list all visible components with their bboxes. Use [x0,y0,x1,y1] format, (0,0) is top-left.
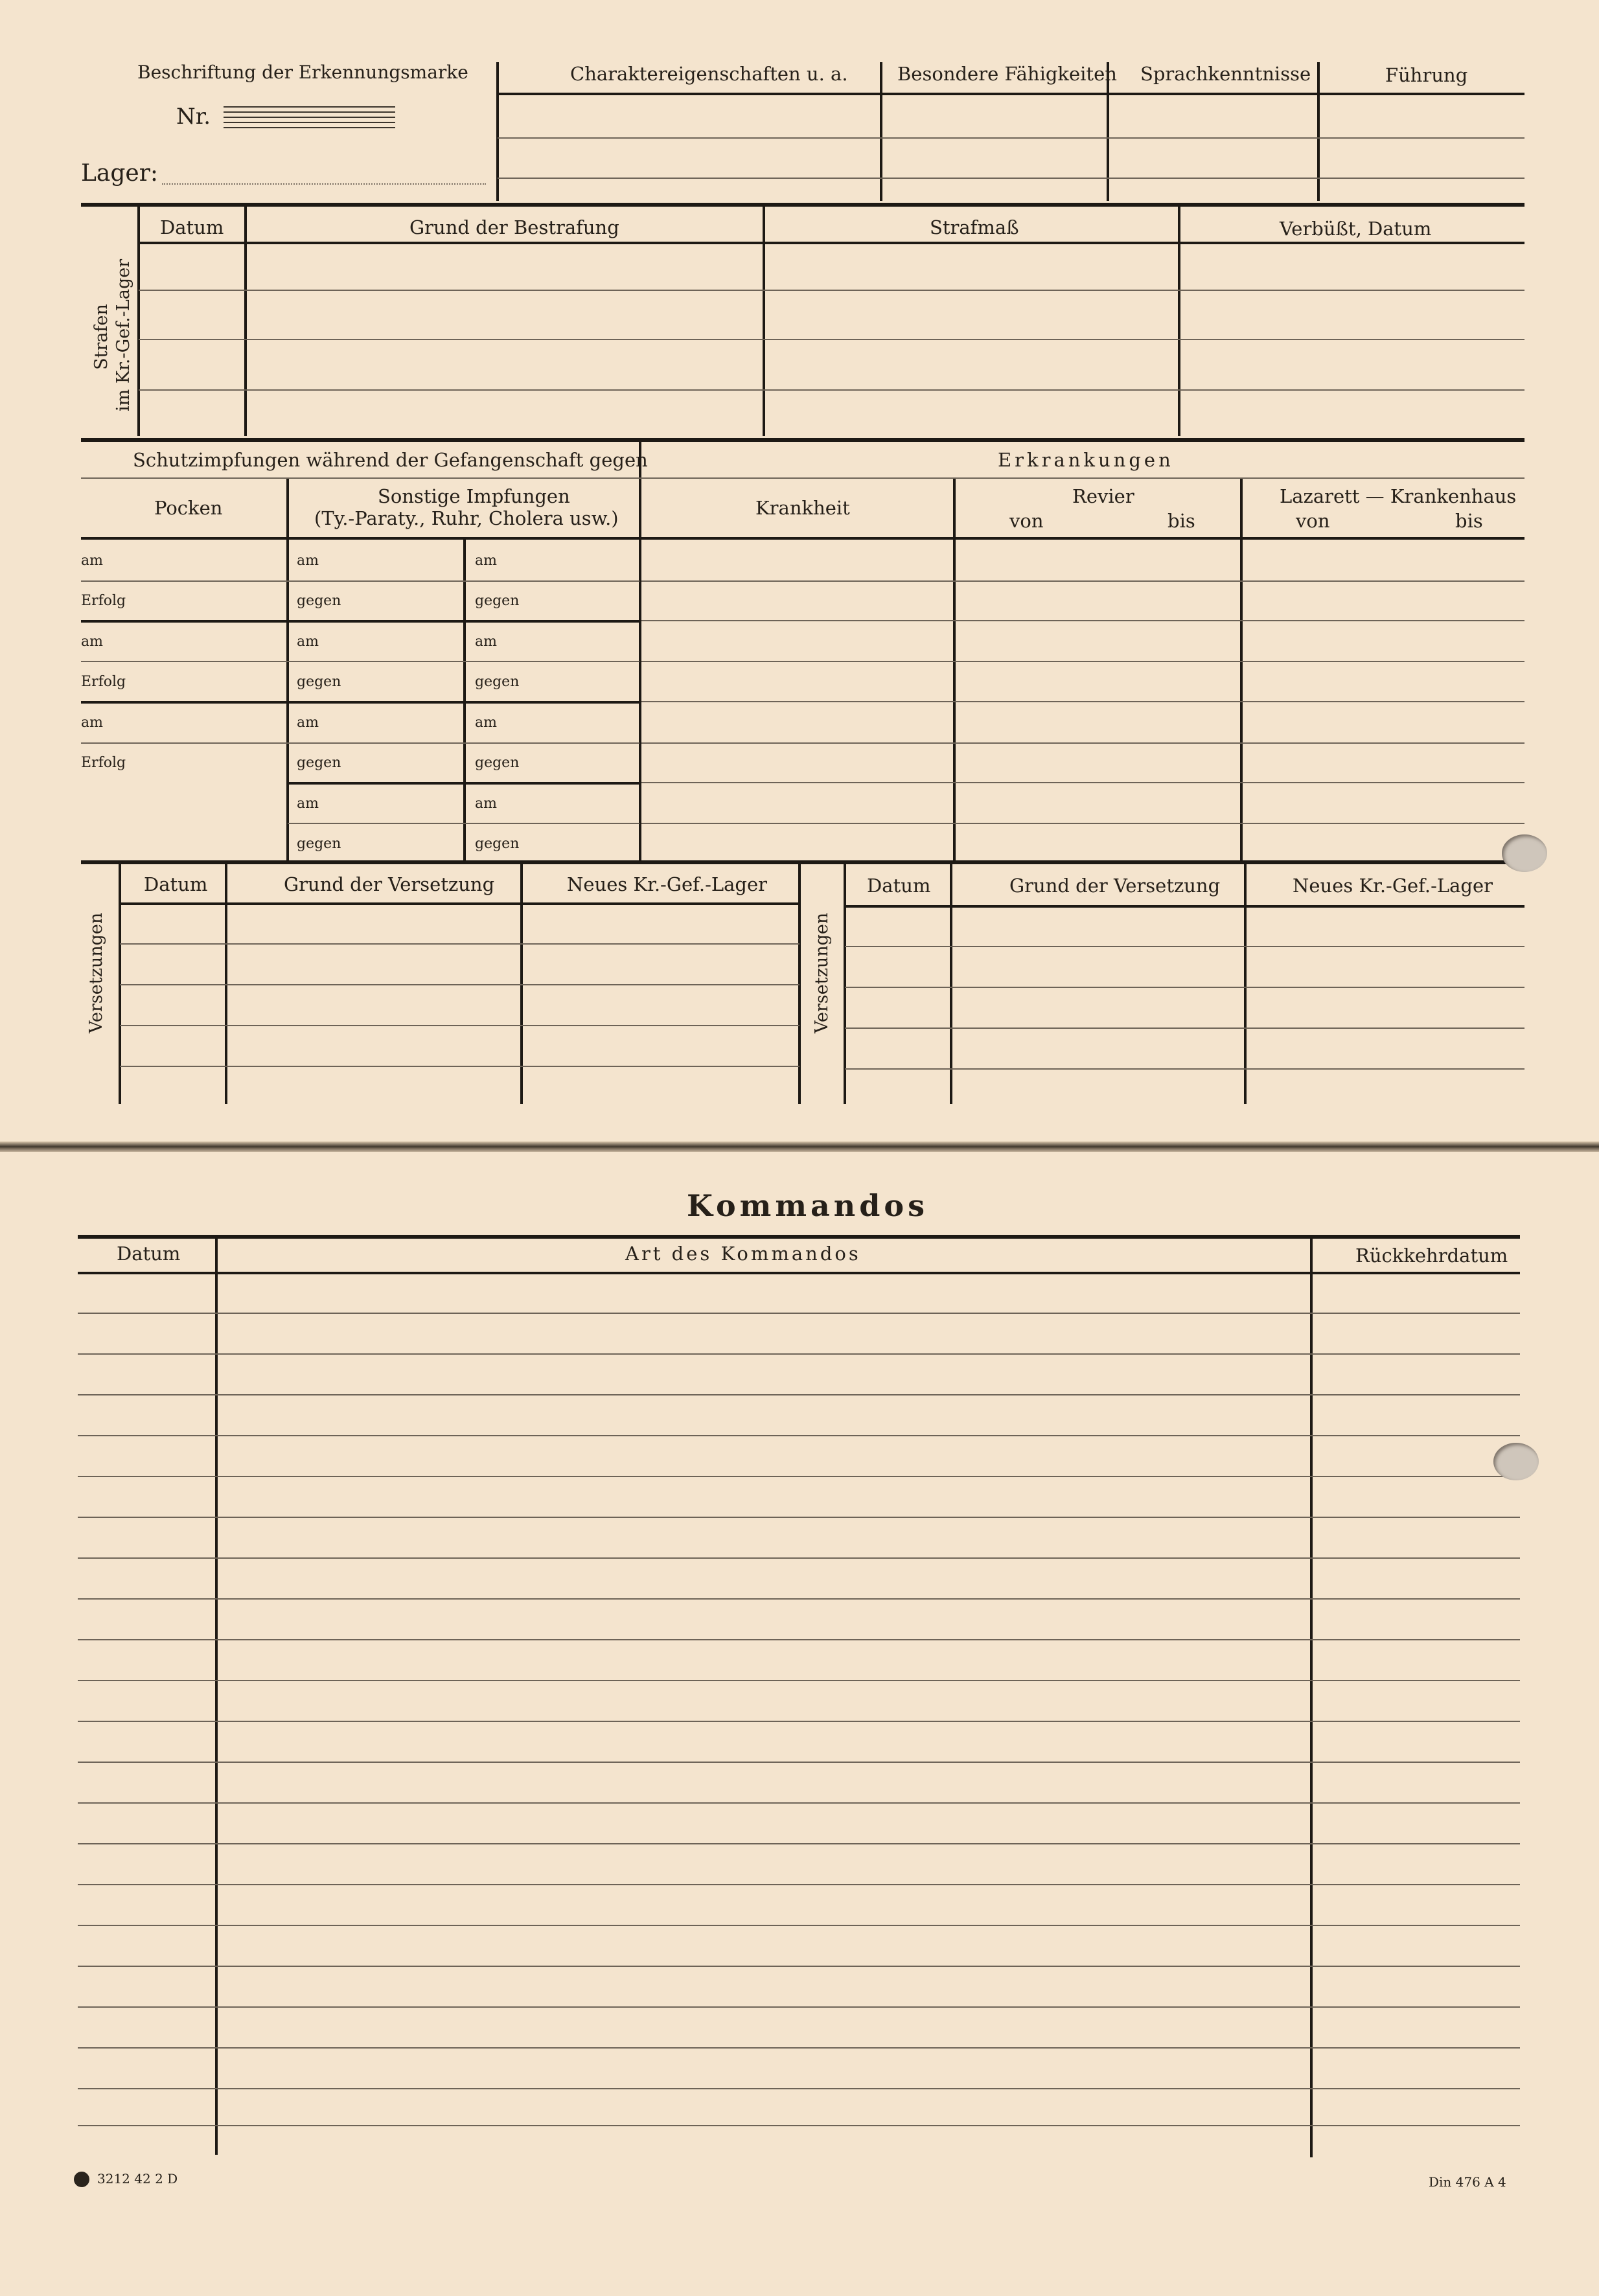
row-line [78,1925,1520,1926]
row-line [78,1517,1520,1518]
row-line [78,1435,1520,1436]
impfung-gegen: gegen [475,836,520,852]
row-line [78,1557,1520,1559]
impfung-gegen: gegen [475,674,520,690]
row-line [78,1762,1520,1763]
section-rule [81,203,1524,207]
punch-hole [1502,834,1547,872]
impfung-gegen: gegen [297,755,341,771]
col-rule [244,206,247,436]
revier-von: von [1009,510,1044,532]
row-line [78,1802,1520,1804]
row-line [78,1966,1520,1967]
group-rule [288,782,639,785]
sonstige-label: Sonstige Impfungen [378,485,570,507]
vers-right-datum: Datum [867,875,931,897]
row-line [845,1068,1524,1070]
revier-bis: bis [1168,510,1195,532]
col-rule [496,62,499,201]
sonstige-sublabel: (Ty.-Paraty., Ruhr, Cholera usw.) [314,507,619,529]
lager-label: Lager: [81,160,159,187]
impfung-am: am [297,634,319,650]
col-rule [639,441,641,862]
impfung-gegen: gegen [297,593,341,609]
col-rule [215,1237,218,2155]
header-rule [139,242,1524,244]
impfung-am: am [475,796,497,812]
header-fuehrung: Führung [1385,64,1468,86]
group-rule [81,701,639,704]
group-rule [81,620,639,623]
row-line [81,661,639,662]
impfung-gegen: gegen [297,674,341,690]
erkrankungen-title: Erkrankungen [998,449,1174,471]
impfung-gegen: gegen [475,755,520,771]
row-line [120,984,800,985]
row-line [78,1884,1520,1885]
vers-left-datum: Datum [144,873,208,895]
col-rule [763,206,765,436]
header-rule [78,1272,1520,1274]
row-line [78,1721,1520,1722]
row-line [120,1066,800,1067]
col-rule [880,62,882,201]
impfung-am: am [475,715,497,731]
nr-field[interactable] [224,104,395,130]
row-line [845,946,1524,947]
row-line [78,1680,1520,1681]
row-line [139,339,1524,340]
versetzungen-side-label-left: Versetzungen [86,912,106,1033]
header-faehigkeiten: Besondere Fähigkeiten [897,63,1117,85]
impfung-am: am [475,553,497,569]
kommandos-title: Kommandos [687,1188,928,1223]
strafen-verbuesst: Verbüßt, Datum [1280,218,1432,240]
row-line [78,2047,1520,2049]
upper-form-page [0,0,1599,1143]
lazarett-label: Lazarett — Krankenhaus [1280,485,1517,507]
lager-field[interactable] [162,183,486,185]
row-line [845,1027,1524,1029]
impfung-am: am [297,796,319,812]
row-line [78,1639,1520,1640]
row-line [641,580,1524,582]
row-line [78,1476,1520,1477]
kommandos-art: Art des Kommandos [625,1243,861,1265]
row-line [81,580,639,582]
lazarett-bis: bis [1455,510,1483,532]
strafen-strafmass: Strafmaß [930,216,1019,238]
row-line [120,943,800,945]
header-rule [845,905,1524,908]
row-line [139,290,1524,291]
row-line [139,389,1524,391]
krankheit-label: Krankheit [755,497,850,519]
impfungen-title: Schutzimpfungen während der Gefangenschaft gegen [133,449,648,471]
section-rule [81,438,1524,442]
impfung-gegen: gegen [475,593,520,609]
kommandos-page [0,1152,1599,2296]
punch-hole [1493,1443,1539,1480]
tag-label: Beschriftung der Erkennungsmarke [137,62,468,83]
col-rule [1310,1237,1313,2157]
header-charakter: Charaktereigenschaften u. a. [570,63,848,85]
col-rule [137,206,140,436]
pocken-am: am [81,553,103,569]
row-line [78,2125,1520,2126]
pocken-am: am [81,715,103,731]
row-line [845,987,1524,988]
col-rule [1178,206,1180,436]
row-line [78,2088,1520,2089]
col-rule [953,479,956,862]
vers-left-grund: Grund der Versetzung [284,873,495,895]
row-line [81,742,639,744]
row-line [78,1598,1520,1600]
section-rule [81,860,1524,864]
strafen-datum: Datum [160,216,224,238]
pocken-label: Pocken [154,497,223,519]
vers-left-lager: Neues Kr.-Gef.-Lager [567,873,768,895]
strafen-grund: Grund der Bestrafung [409,216,619,238]
row-line [641,701,1524,702]
row-line [78,1394,1520,1395]
row-line [641,823,1524,824]
form-number: 3212 42 2 D [97,2171,178,2187]
row-line [641,661,1524,662]
pocken-am: am [81,634,103,650]
header-sprachkenntnisse: Sprachkenntnisse [1140,63,1311,85]
row-line [78,2006,1520,2008]
col-rule [286,479,289,862]
row-line [498,137,1524,139]
revier-label: Revier [1072,485,1134,507]
pocken-erfolg: Erfolg [81,755,126,771]
row-line [498,178,1524,179]
section-rule [78,1235,1520,1239]
kommandos-rueckkehr: Rückkehrdatum [1355,1245,1508,1267]
lazarett-von: von [1296,510,1330,532]
col-rule [1240,479,1243,862]
din-label: Din 476 A 4 [1429,2174,1506,2190]
row-line [120,1025,800,1026]
header-rule [81,537,1524,540]
row-line [78,1843,1520,1844]
publisher-mark-icon [74,2172,89,2187]
row-line [641,620,1524,621]
row-line [78,1353,1520,1355]
row-line [81,477,1524,479]
impfung-am: am [297,553,319,569]
row-line [641,782,1524,783]
impfung-am: am [297,715,319,731]
vers-right-grund: Grund der Versetzung [1009,875,1221,897]
row-line [641,742,1524,744]
vers-right-lager: Neues Kr.-Gef.-Lager [1293,875,1493,897]
versetzungen-side-label-right: Versetzungen [812,912,832,1033]
row-line [78,1313,1520,1314]
pocken-erfolg: Erfolg [81,674,126,690]
kommandos-datum: Datum [117,1243,181,1265]
strafen-side-label: Strafen im Kr.-Gef.-Lager [91,258,133,411]
col-rule [1317,62,1320,201]
header-rule [120,902,800,905]
nr-label: Nr. [176,104,211,130]
pocken-erfolg: Erfolg [81,593,126,609]
impfung-am: am [475,634,497,650]
row-line [288,823,639,824]
impfung-gegen: gegen [297,836,341,852]
col-rule [463,538,466,862]
header-rule [498,93,1524,95]
